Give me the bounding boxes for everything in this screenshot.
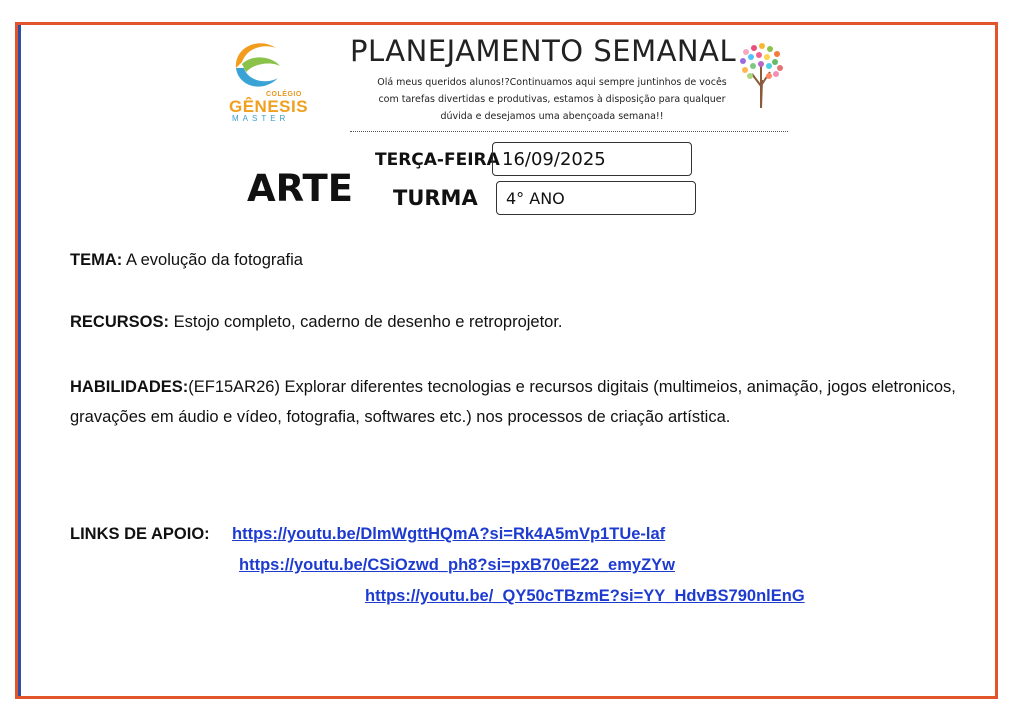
habilidades-label: HABILIDADES: (70, 378, 189, 396)
class-label: TURMA (393, 186, 478, 210)
logo-sub-text: MASTER (232, 114, 290, 123)
recursos-value: Estojo completo, caderno de desenho e retroprojetor. (173, 313, 563, 331)
recursos-label: RECURSOS: (70, 313, 170, 331)
day-label: TERÇA-FEIRA (375, 150, 500, 170)
support-link-2[interactable]: https://youtu.be/CSiOzwd_ph8?si=pxB70eE22_emyZYw (239, 556, 675, 574)
support-link-1[interactable]: https://youtu.be/DlmWgttHQmA?si=Rk4A5mVp1TUe-laf (232, 525, 666, 543)
habilidades-value: (EF15AR26) Explorar diferentes tecnologias e recursos digitais (multimeios, animação, jogos eletronicos, gravações em áudio e vídeo, fotografia, softwares etc.) nos processos de criação artística. (70, 378, 956, 426)
links-label: LINKS DE APOIO: (70, 525, 210, 543)
class-field: 4° ANO (496, 181, 696, 215)
header-divider (350, 131, 788, 132)
logo-swirl-icon (228, 38, 290, 94)
frame-side-stripe (18, 25, 21, 696)
school-logo (222, 38, 309, 124)
date-field: 16/09/2025 (492, 142, 692, 176)
tema-value: A evolução da fotografia (125, 251, 303, 269)
logo-main-text: GÊNESIS (229, 97, 309, 116)
tree-icon (736, 40, 786, 110)
page-title: PLANEJAMENTO SEMANAL (350, 34, 737, 68)
tema-label: TEMA: (70, 251, 123, 269)
greeting-text: Olá meus queridos alunos!?Continuamos aqui sempre juntinhos de vocês com tarefas divertidas e produtivas, estamos à disposição para qualquer dúvida e desejamos uma abençoada semana!! (377, 77, 727, 122)
support-link-3[interactable]: https://youtu.be/_QY50cTBzmE?si=YY_HdvBS790nlEnG (365, 587, 805, 605)
logo-small-text: COLÉGIO (266, 91, 302, 98)
subject-title: ARTE (247, 167, 353, 210)
tema-row (70, 251, 303, 270)
recursos-row (70, 313, 563, 332)
habilidades-row (70, 372, 970, 432)
